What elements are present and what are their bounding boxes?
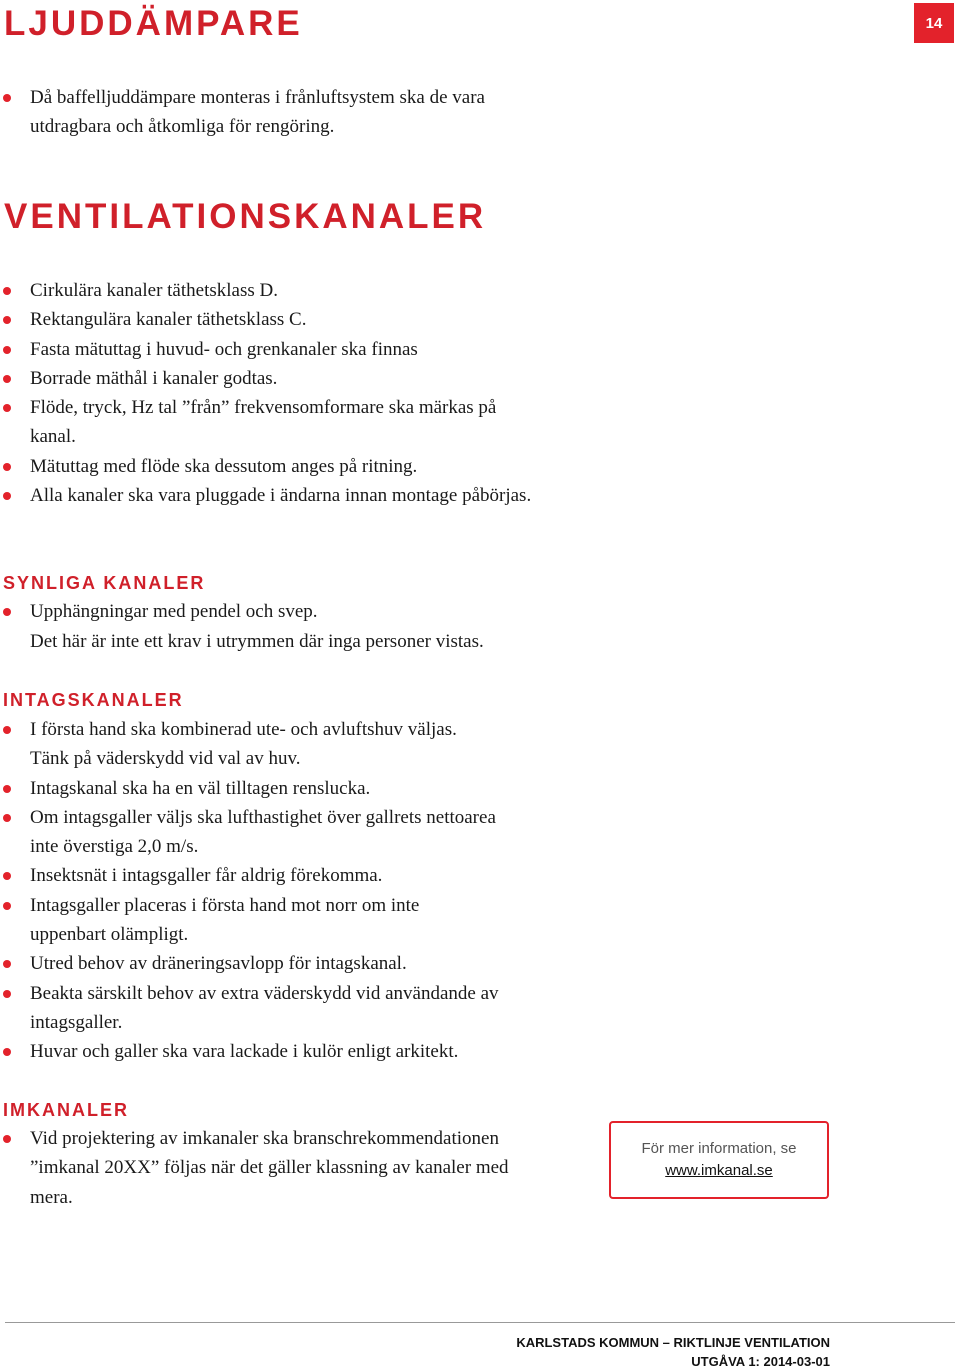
list-item: Cirkulära kanaler täthetsklass D. [0, 276, 540, 305]
subheading-synliga-kanaler: SYNLIGA KANALER [3, 573, 206, 593]
list-item: Utred behov av dräneringsavlopp för intagskanal. [0, 949, 560, 978]
list-item: Vid projektering av imkanaler ska branschrekommendationen ”imkanal 20XX” följas när det gäller klassning av kanaler med mera. [0, 1124, 540, 1212]
list-item: Huvar och galler ska vara lackade i kulör enligt arkitekt. [0, 1037, 560, 1066]
ventilation-list [0, 276, 540, 510]
list-item: Då baffelljuddämpare monteras i frånluftsystem ska de vara utdragbara och åtkomliga för rengöring. [0, 83, 560, 142]
bullet-icon [3, 375, 11, 383]
footer-edition: UTGÅVA 1: 2014-03-01 [691, 1354, 830, 1369]
bullet-icon [3, 990, 11, 998]
list-item: I första hand ska kombinerad ute- och avluftshuv väljas. Tänk på väderskydd vid val av huv. [0, 715, 560, 774]
list-item: Fasta mätuttag i huvud- och grenkanaler ska finnas [0, 335, 540, 364]
footer-title: KARLSTADS KOMMUN – RIKTLINJE VENTILATION [516, 1335, 830, 1350]
list-item: Alla kanaler ska vara pluggade i ändarna innan montage påbörjas. [0, 481, 540, 510]
bullet-icon [3, 608, 11, 616]
info-box [609, 1121, 829, 1199]
intag-list [0, 715, 560, 1067]
imkanal-link[interactable]: www.imkanal.se [665, 1162, 773, 1179]
bullet-icon [3, 872, 11, 880]
bullet-icon [3, 960, 11, 968]
bullet-icon [3, 316, 11, 324]
list-item: Beakta särskilt behov av extra väderskydd vid användande av intagsgaller. [0, 979, 570, 1038]
synliga-note: Det här är inte ett krav i utrymmen där inga personer vistas. [30, 631, 484, 652]
list-item: Insektsnät i intagsgaller får aldrig förekomma. [0, 861, 560, 890]
list-item: Mätuttag med flöde ska dessutom anges på ritning. [0, 452, 540, 481]
list-item: Upphängningar med pendel och svep. [0, 597, 560, 626]
bullet-icon [3, 492, 11, 500]
bullet-icon [3, 94, 11, 102]
footer-divider [5, 1322, 955, 1323]
bullet-icon [3, 1135, 11, 1143]
ljuddampare-list [0, 83, 560, 142]
bullet-icon [3, 1048, 11, 1056]
list-item: Intagsgaller placeras i första hand mot norr om inte uppenbart olämpligt. [0, 891, 500, 950]
info-box-text: För mer information, se [641, 1140, 797, 1157]
section-heading-ljuddampare: LJUDDÄMPARE [4, 4, 303, 43]
subheading-intagskanaler: INTAGSKANALER [3, 690, 184, 710]
bullet-icon [3, 404, 11, 412]
intag-note: Tänk på väderskydd vid val av huv. [30, 748, 301, 770]
bullet-icon [3, 785, 11, 793]
bullet-icon [3, 463, 11, 471]
list-item: Flöde, tryck, Hz tal ”från” frekvensomformare ska märkas på kanal. [0, 393, 540, 452]
bullet-icon [3, 726, 11, 734]
synliga-list [0, 597, 560, 626]
imkanaler-list [0, 1124, 540, 1212]
list-item: Borrade mäthål i kanaler godtas. [0, 364, 540, 393]
section-heading-ventilationskanaler: VENTILATIONSKANALER [4, 197, 487, 236]
bullet-icon [3, 814, 11, 822]
bullet-icon [3, 287, 11, 295]
list-item: Om intagsgaller väljs ska lufthastighet över gallrets nettoarea inte överstiga 2,0 m/s. [0, 803, 500, 862]
subheading-imkanaler: IMKANALER [3, 1100, 129, 1120]
bullet-icon [3, 346, 11, 354]
page-number-badge: 14 [914, 3, 954, 43]
list-item: Rektangulära kanaler täthetsklass C. [0, 305, 540, 334]
bullet-icon [3, 902, 11, 910]
list-item: Intagskanal ska ha en väl tilltagen renslucka. [0, 774, 560, 803]
